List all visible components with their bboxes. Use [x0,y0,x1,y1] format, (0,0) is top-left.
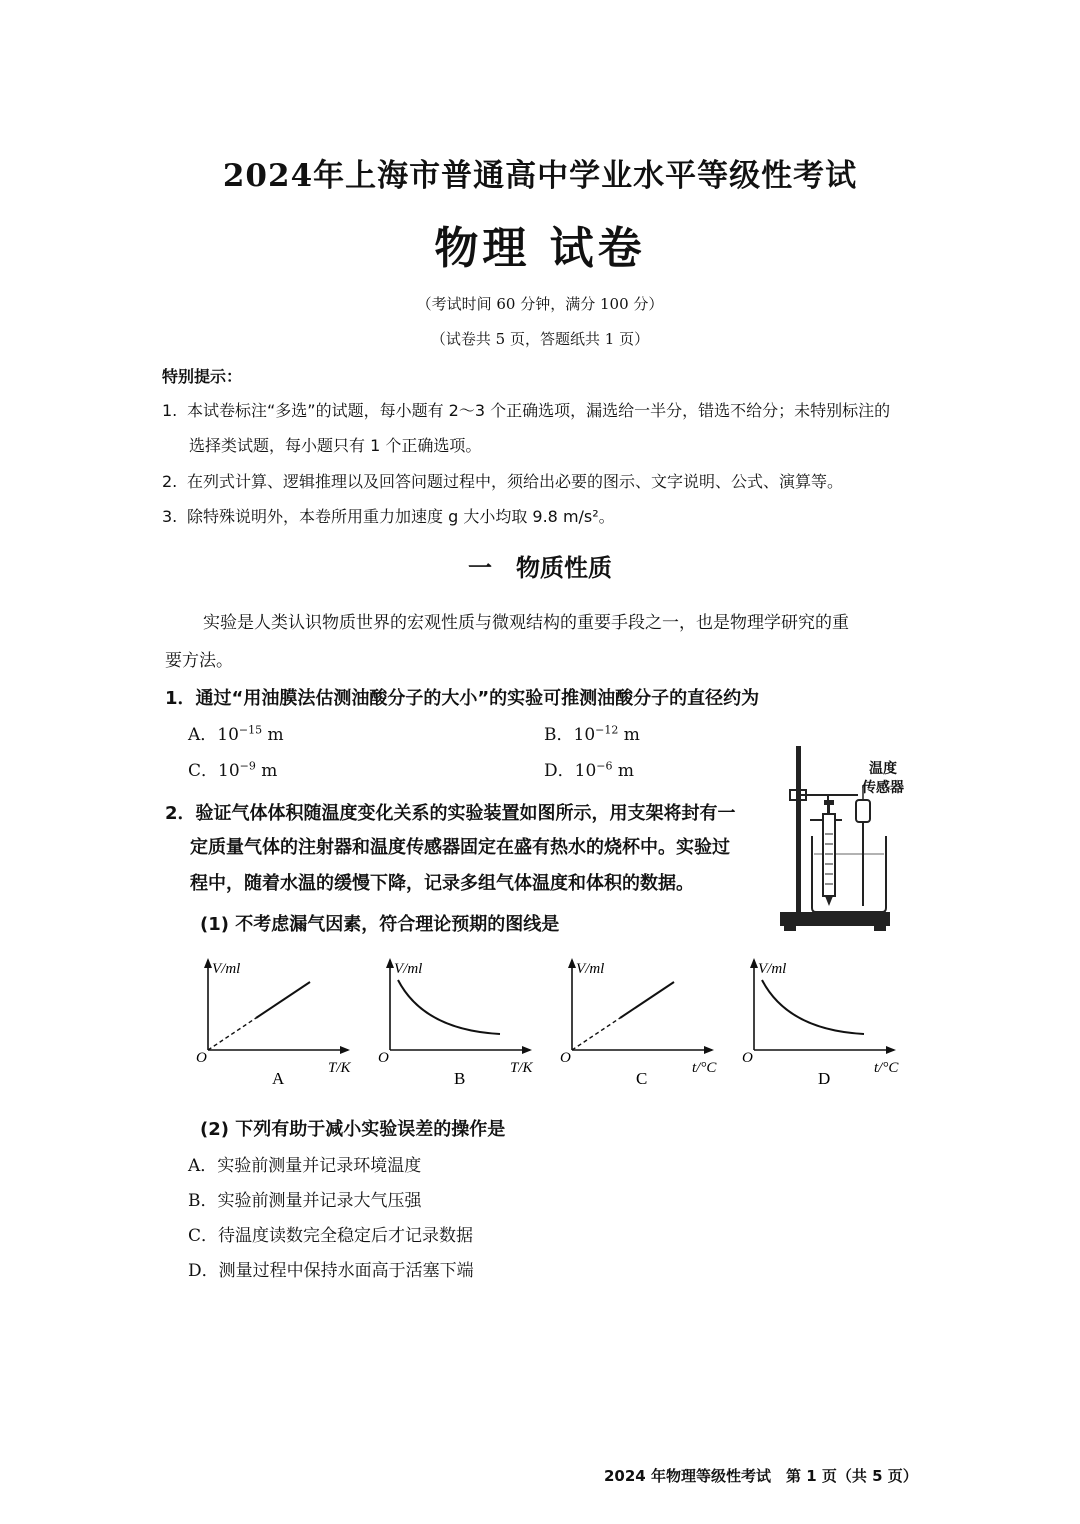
option-exp: −9 [239,759,256,773]
notice-heading: 特别提示： [162,367,243,386]
data-curve [762,980,864,1034]
data-line [256,982,310,1018]
apparatus-label [862,760,904,798]
section-intro-continued: 要方法。 [165,651,233,671]
data-curve [398,980,500,1034]
graph-letter: C [636,1069,648,1088]
q2-stem-line3: 程中，随着水温的缓慢下降，记录多组气体温度和体积的数据。 [190,873,694,894]
apparatus-label-line1: 温度 [869,761,897,777]
notice-number: 3. [162,507,178,526]
y-axis-label: V/ml [212,961,241,977]
notice-text-continued: 选择类试题，每小题只有 1 个正确选项。 [189,436,482,455]
page-footer: 2024 年物理等级性考试 第 1 页（共 5 页） [604,1467,918,1485]
notice-item [162,398,890,421]
pages-info: （试卷共 5 页，答题纸共 1 页） [430,330,650,348]
notice-text: 除特殊说明外，本卷所用重力加速度 g 大小均取 9.8 m/s²。 [187,507,615,526]
graph-d [742,958,899,1088]
notice-text: 在列式计算、逻辑推理以及回答问题过程中，须给出必要的图示、文字说明、公式、演算等。 [187,472,844,491]
origin-label: O [196,1050,207,1066]
apparatus-label-line2: 传感器 [862,780,904,796]
x-axis-label: t/°C [692,1060,717,1076]
option-base: 10 [573,725,596,745]
notice-number: 2. [162,472,178,491]
graph-letter: B [454,1069,466,1088]
y-axis-arrow [204,958,212,968]
exam-title: 2024年上海市普通高中学业水平等级性考试 [222,158,858,194]
option-unit: m [255,761,278,781]
time-info: （考试时间 60 分钟，满分 100 分） [416,295,664,313]
y-axis-label: V/ml [394,961,423,977]
y-axis-arrow [386,958,394,968]
x-axis-arrow [522,1046,532,1054]
notice-item [162,504,615,527]
y-axis-label: V/ml [758,961,787,977]
q1-stem: 1．通过“用油膜法估测油酸分子的大小”的实验可推测油酸分子的直径约为 [165,688,760,709]
x-axis-label: T/K [510,1060,533,1076]
extrapolation-line [208,1018,256,1050]
y-axis-arrow [750,958,758,968]
option-label: A． [188,725,218,745]
q2-sub1: (1) 不考虑漏气因素，符合理论预期的图线是 [200,914,560,935]
q1-option-a [188,720,284,745]
notice-number: 1. [162,401,178,420]
option-unit: m [262,725,284,745]
graph-a [196,958,352,1088]
x-axis-arrow [886,1046,896,1054]
q1-option-b [544,720,640,745]
origin-label: O [378,1050,389,1066]
q2-option-c: C．待温度读数完全稳定后才记录数据 [188,1226,474,1246]
q2-stem-line2: 定质量气体的注射器和温度传感器固定在盛有热水的烧杯中。实验过 [190,837,730,858]
notice-item [162,469,843,492]
stand-rod [796,746,801,914]
origin-label: O [742,1050,753,1066]
option-unit: m [612,761,635,781]
option-exp: −6 [596,759,613,773]
data-line [620,982,674,1018]
subject-title: 物理 试卷 [434,223,646,274]
q1-option-d [544,756,634,781]
option-base: 10 [218,761,240,781]
section-intro: 实验是人类认识物质世界的宏观性质与微观结构的重要手段之一，也是物理学研究的重 [203,613,849,633]
y-axis-label: V/ml [576,961,605,977]
graph-c [560,958,717,1088]
option-exp: −15 [238,723,263,737]
x-axis-arrow [340,1046,350,1054]
option-label: C． [188,761,219,781]
q2-option-a: A．实验前测量并记录环境温度 [188,1156,422,1176]
x-axis-arrow [704,1046,714,1054]
graph-letter: D [818,1069,831,1088]
graph-letter: A [272,1069,285,1088]
notice-text: 本试卷标注“多选”的试题，每小题有 2～3 个正确选项，漏选给一半分，错选不给分；未特别标注的 [187,401,891,420]
q2-option-d: D．测量过程中保持水面高于活塞下端 [188,1261,474,1281]
graph-options [180,950,920,1095]
y-axis-arrow [568,958,576,968]
q2-stem: 2．验证气体体积随温度变化关系的实验装置如图所示，用支架将封有一 [165,803,736,824]
option-label: B． [544,725,574,745]
option-unit: m [618,725,640,745]
extrapolation-line [572,1018,620,1050]
option-exp: −12 [595,723,619,737]
stand-base [780,912,890,926]
section-title: 一 物质性质 [468,554,612,582]
x-axis-label: T/K [328,1060,351,1076]
graph-b [378,958,534,1088]
option-base: 10 [217,725,239,745]
q2-sub2: (2) 下列有助于减小实验误差的操作是 [200,1119,506,1140]
x-axis-label: t/°C [874,1060,899,1076]
sensor-head [856,800,870,822]
origin-label: O [560,1050,571,1066]
q2-option-b: B．实验前测量并记录大气压强 [188,1191,422,1211]
option-base: 10 [574,761,597,781]
q1-option-c [188,756,277,781]
option-label: D． [544,761,575,781]
